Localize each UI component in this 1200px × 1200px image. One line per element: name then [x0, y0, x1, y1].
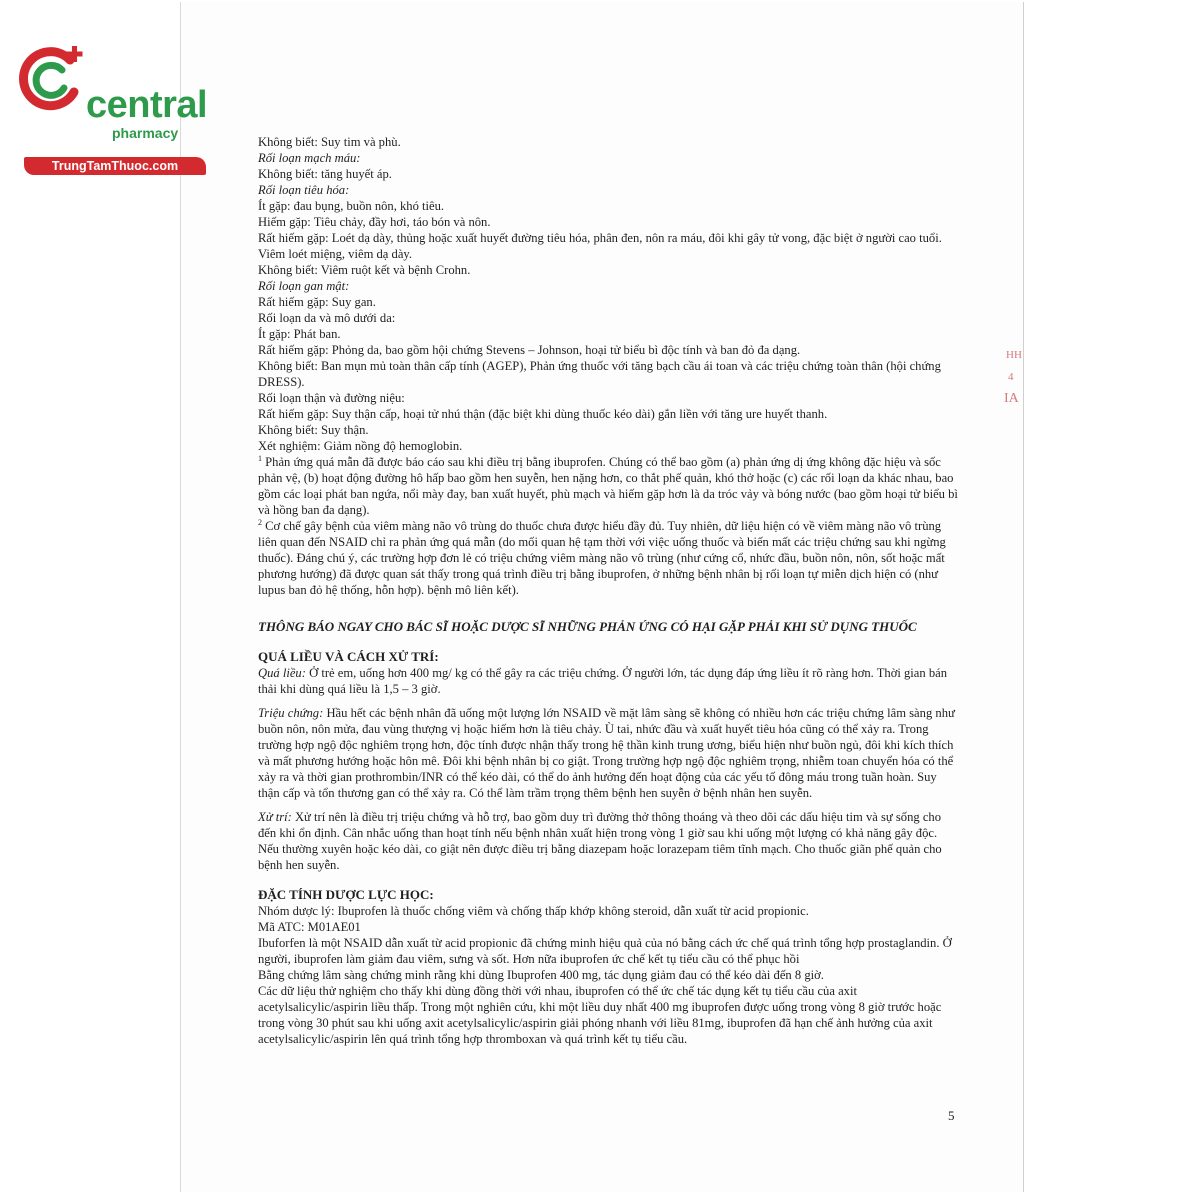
stamp-text-2: 4: [1008, 371, 1014, 383]
symptoms-text: Hầu hết các bệnh nhân đã uống một lượng lớn NSAID về mặt lâm sàng sẽ không có nhiều hơn các triệu chứng lâm sàng như buồn nôn, nôn mửa, đau vùng thượng vị hoặc hiếm hơn là tiêu chảy. Ù tai, nhức đầu và xuất huyết tiêu hóa cũng có thể xảy ra. Trong trường hợp ngộ độc nghiêm trọng hơn, độc tính được nhận thấy trong hệ thần kinh trung ương, biểu hiện như buồn ngủ, đôi khi kích thích và mất phương hướng hoặc hôn mê. Đôi khi bệnh nhân bị co giật. Trong trường hợp ngộ độc nghiêm trọng, nhiễm toan chuyển hóa có thể xảy ra và thời gian prothrombin/INR có thể kéo dài, có thể do ảnh hưởng đến hoạt động của các yếu tố đông máu trong tuần hoàn. Suy thận cấp và tổn thương gan có thể xảy ra. Có thể làm trầm trọng thêm bệnh hen suyễn ở bệnh nhân hen suyễn.: [258, 706, 955, 800]
logo-subtitle: pharmacy: [112, 125, 179, 141]
pharmacology-heading: ĐẶC TÍNH DƯỢC LỰC HỌC:: [258, 887, 434, 902]
text-line: Rất hiếm gặp: Loét dạ dày, thủng hoặc xuất huyết đường tiêu hóa, phân đen, nôn ra máu, đôi khi gây tử vong, đặc biệt ở người cao tuổi. Viêm loét miệng, viêm dạ dày.: [258, 231, 942, 261]
overdose-label: Quá liều:: [258, 666, 306, 680]
footnote-1: [258, 454, 958, 518]
footnote-text: Phản ứng quá mẫn đã được báo cáo sau khi điều trị bằng ibuprofen. Chúng có thể bao gồm (a) phản ứng dị ứng không đặc hiệu và sốc phản vệ, (b) hoạt động đường hô hấp bao gồm hen suyễn, hen nặng hơn, co thắt phế quản, khó thở hoặc (c) các rối loạn da khác nhau, bao gồm các loại phát ban ngứa, nổi mày đay, ban xuất huyết, phù mạch và hiếm gặp hơn là da tróc vảy và bóng nước (bao gồm hoại tử biểu bì và hồng ban đa dạng).: [258, 455, 958, 517]
warning-heading: THÔNG BÁO NGAY CHO BÁC SĨ HOẶC DƯỢC SĨ NHỮNG PHẢN ỨNG CÓ HẠI GẶP PHẢI KHI SỬ DỤNG THUỐC: [258, 619, 917, 634]
red-stamp-fragment: [1000, 305, 1030, 455]
text-line: Các dữ liệu thử nghiệm cho thấy khi dùng đồng thời với nhau, ibuprofen có thể ức chế tác dụng kết tụ tiểu cầu của axit acetylsalicylic/aspirin liều thấp. Trong một nghiên cứu, khi một liều duy nhất 400 mg ibuprofen được uống trong vòng 8 giờ trước hoặc trong vòng 30 phút sau khi uống axit acetylsalicylic/aspirin giải phóng nhanh với liều 81mg, ibuprofen đã hạn chế ảnh hưởng của axit acetylsalicylic/aspirin lên quá trình tổng hợp thromboxan và quá trình kết tụ tiểu cầu.: [258, 984, 942, 1046]
text-line: Không biết: Suy thận.: [258, 423, 369, 437]
overdose-heading: QUÁ LIỀU VÀ CÁCH XỬ TRÍ:: [258, 649, 439, 664]
treatment-label: Xử trí:: [258, 810, 292, 824]
subheading: Rối loạn mạch máu:: [258, 151, 361, 165]
symptoms-label: Triệu chứng:: [258, 706, 324, 720]
text-line: Ít gặp: đau bụng, buồn nôn, khó tiêu.: [258, 199, 445, 213]
subheading: Rối loạn gan mật:: [258, 279, 350, 293]
text-line: Ibuforfen là một NSAID dẫn xuất từ acid propionic đã chứng minh hiệu quả của nó bằng cách ức chế quá trình tổng hợp prostaglandin. Ở người, ibuprofen làm giảm đau viêm, sưng và sốt. Hơn nữa ibuprofen ức chế kết tụ tiểu cầu có thể phục hồi: [258, 936, 952, 966]
footnote-mark: 1: [258, 453, 262, 463]
stamp-text-1: HH: [1006, 349, 1022, 361]
text-line: Không biết: Viêm ruột kết và bệnh Crohn.: [258, 263, 471, 277]
text-line: Rối loạn da và mô dưới da:: [258, 311, 396, 325]
stamp-text-3: IA: [1004, 391, 1019, 406]
text-line: Nhóm dược lý: Ibuprofen là thuốc chống viêm và chống thấp khớp không steroid, dẫn xuất từ acid propionic.: [258, 904, 809, 918]
footnote-2: [258, 518, 958, 598]
treatment-text: Xử trí nên là điều trị triệu chứng và hỗ trợ, bao gồm duy trì đường thở thông thoáng và theo dõi các dấu hiệu tim và sự sống cho đến khi ổn định. Cân nhắc uống than hoạt tính nếu bệnh nhân xuất hiện trong vòng 1 giờ sau khi uống một lượng có khả năng gây độc. Nếu thường xuyên hoặc kéo dài, co giật nên được điều trị bằng diazepam hoặc lorazepam tiêm tĩnh mạch. Cho thuốc giãn phế quản cho bệnh hen suyễn.: [258, 810, 942, 872]
text-line: Rất hiếm gặp: Suy thận cấp, hoại tử nhú thận (đặc biệt khi dùng thuốc kéo dài) gắn liền với tăng ure huyết thanh.: [258, 407, 828, 421]
text-line: Không biết: Suy tim và phù.: [258, 135, 401, 149]
text-line: Rất hiếm gặp: Suy gan.: [258, 295, 376, 309]
overdose-text: Ở trẻ em, uống hơn 400 mg/ kg có thể gây ra các triệu chứng. Ở người lớn, tác dụng đáp ứng liều ít rõ ràng hơn. Thời gian bán thải khi dùng quá liều là 1,5 – 3 giờ.: [258, 666, 948, 696]
logo-brand: central: [86, 84, 208, 126]
text-line: Hiếm gặp: Tiêu chảy, đầy hơi, táo bón và nôn.: [258, 215, 491, 229]
text-line: Rối loạn thận và đường niệu:: [258, 391, 405, 405]
footnote-text: Cơ chế gây bệnh của viêm màng não vô trùng do thuốc chưa được hiểu đầy đủ. Tuy nhiên, dữ liệu hiện có về viêm màng não vô trùng liên quan đến NSAID chỉ ra phản ứng quá mẫn (do mối quan hệ tạm thời với việc uống thuốc và biến mất các triệu chứng sau khi ngừng thuốc). Đáng chú ý, các trường hợp đơn lẻ có triệu chứng viêm màng não vô trùng (như cứng cổ, nhức đầu, buồn nôn, nôn, sốt hoặc mất phương hướng) đã được quan sát thấy trong quá trình điều trị bằng ibuprofen, ở những bệnh nhân bị rối loạn tự miễn dịch hiện có (như lupus ban đỏ hệ thống, hỗn hợp). bệnh mô liên kết).: [258, 519, 946, 597]
text-line: Không biết: tăng huyết áp.: [258, 167, 392, 181]
text-line: Rất hiếm gặp: Phỏng da, bao gồm hội chứng Stevens – Johnson, hoại tử biểu bì độc tính và ban đỏ đa dạng.: [258, 343, 801, 357]
pharmacy-logo: [12, 40, 222, 173]
text-line: Không biết: Ban mụn mủ toàn thân cấp tính (AGEP), Phản ứng thuốc với tăng bạch cầu ái toan và các triệu chứng toàn thân (hội chứng DRESS).: [258, 359, 941, 389]
text-line: Ít gặp: Phát ban.: [258, 327, 341, 341]
logo-site: TrungTamThuoc.com: [24, 157, 206, 175]
text-line: Mã ATC: M01AE01: [258, 920, 361, 934]
subheading: Rối loạn tiêu hóa:: [258, 183, 350, 197]
text-line: Xét nghiệm: Giảm nồng độ hemoglobin.: [258, 439, 463, 453]
document-body: [258, 134, 958, 1047]
symptoms-paragraph: [258, 705, 958, 801]
page-number: 5: [948, 1108, 955, 1123]
overdose-paragraph: [258, 665, 958, 697]
footnote-mark: 2: [258, 517, 262, 527]
text-line: Bằng chứng lâm sàng chứng minh rằng khi dùng Ibuprofen 400 mg, tác dụng giảm đau có thể kéo dài đến 8 giờ.: [258, 968, 824, 982]
treatment-paragraph: [258, 809, 958, 873]
logo-mark-icon: [12, 40, 92, 120]
